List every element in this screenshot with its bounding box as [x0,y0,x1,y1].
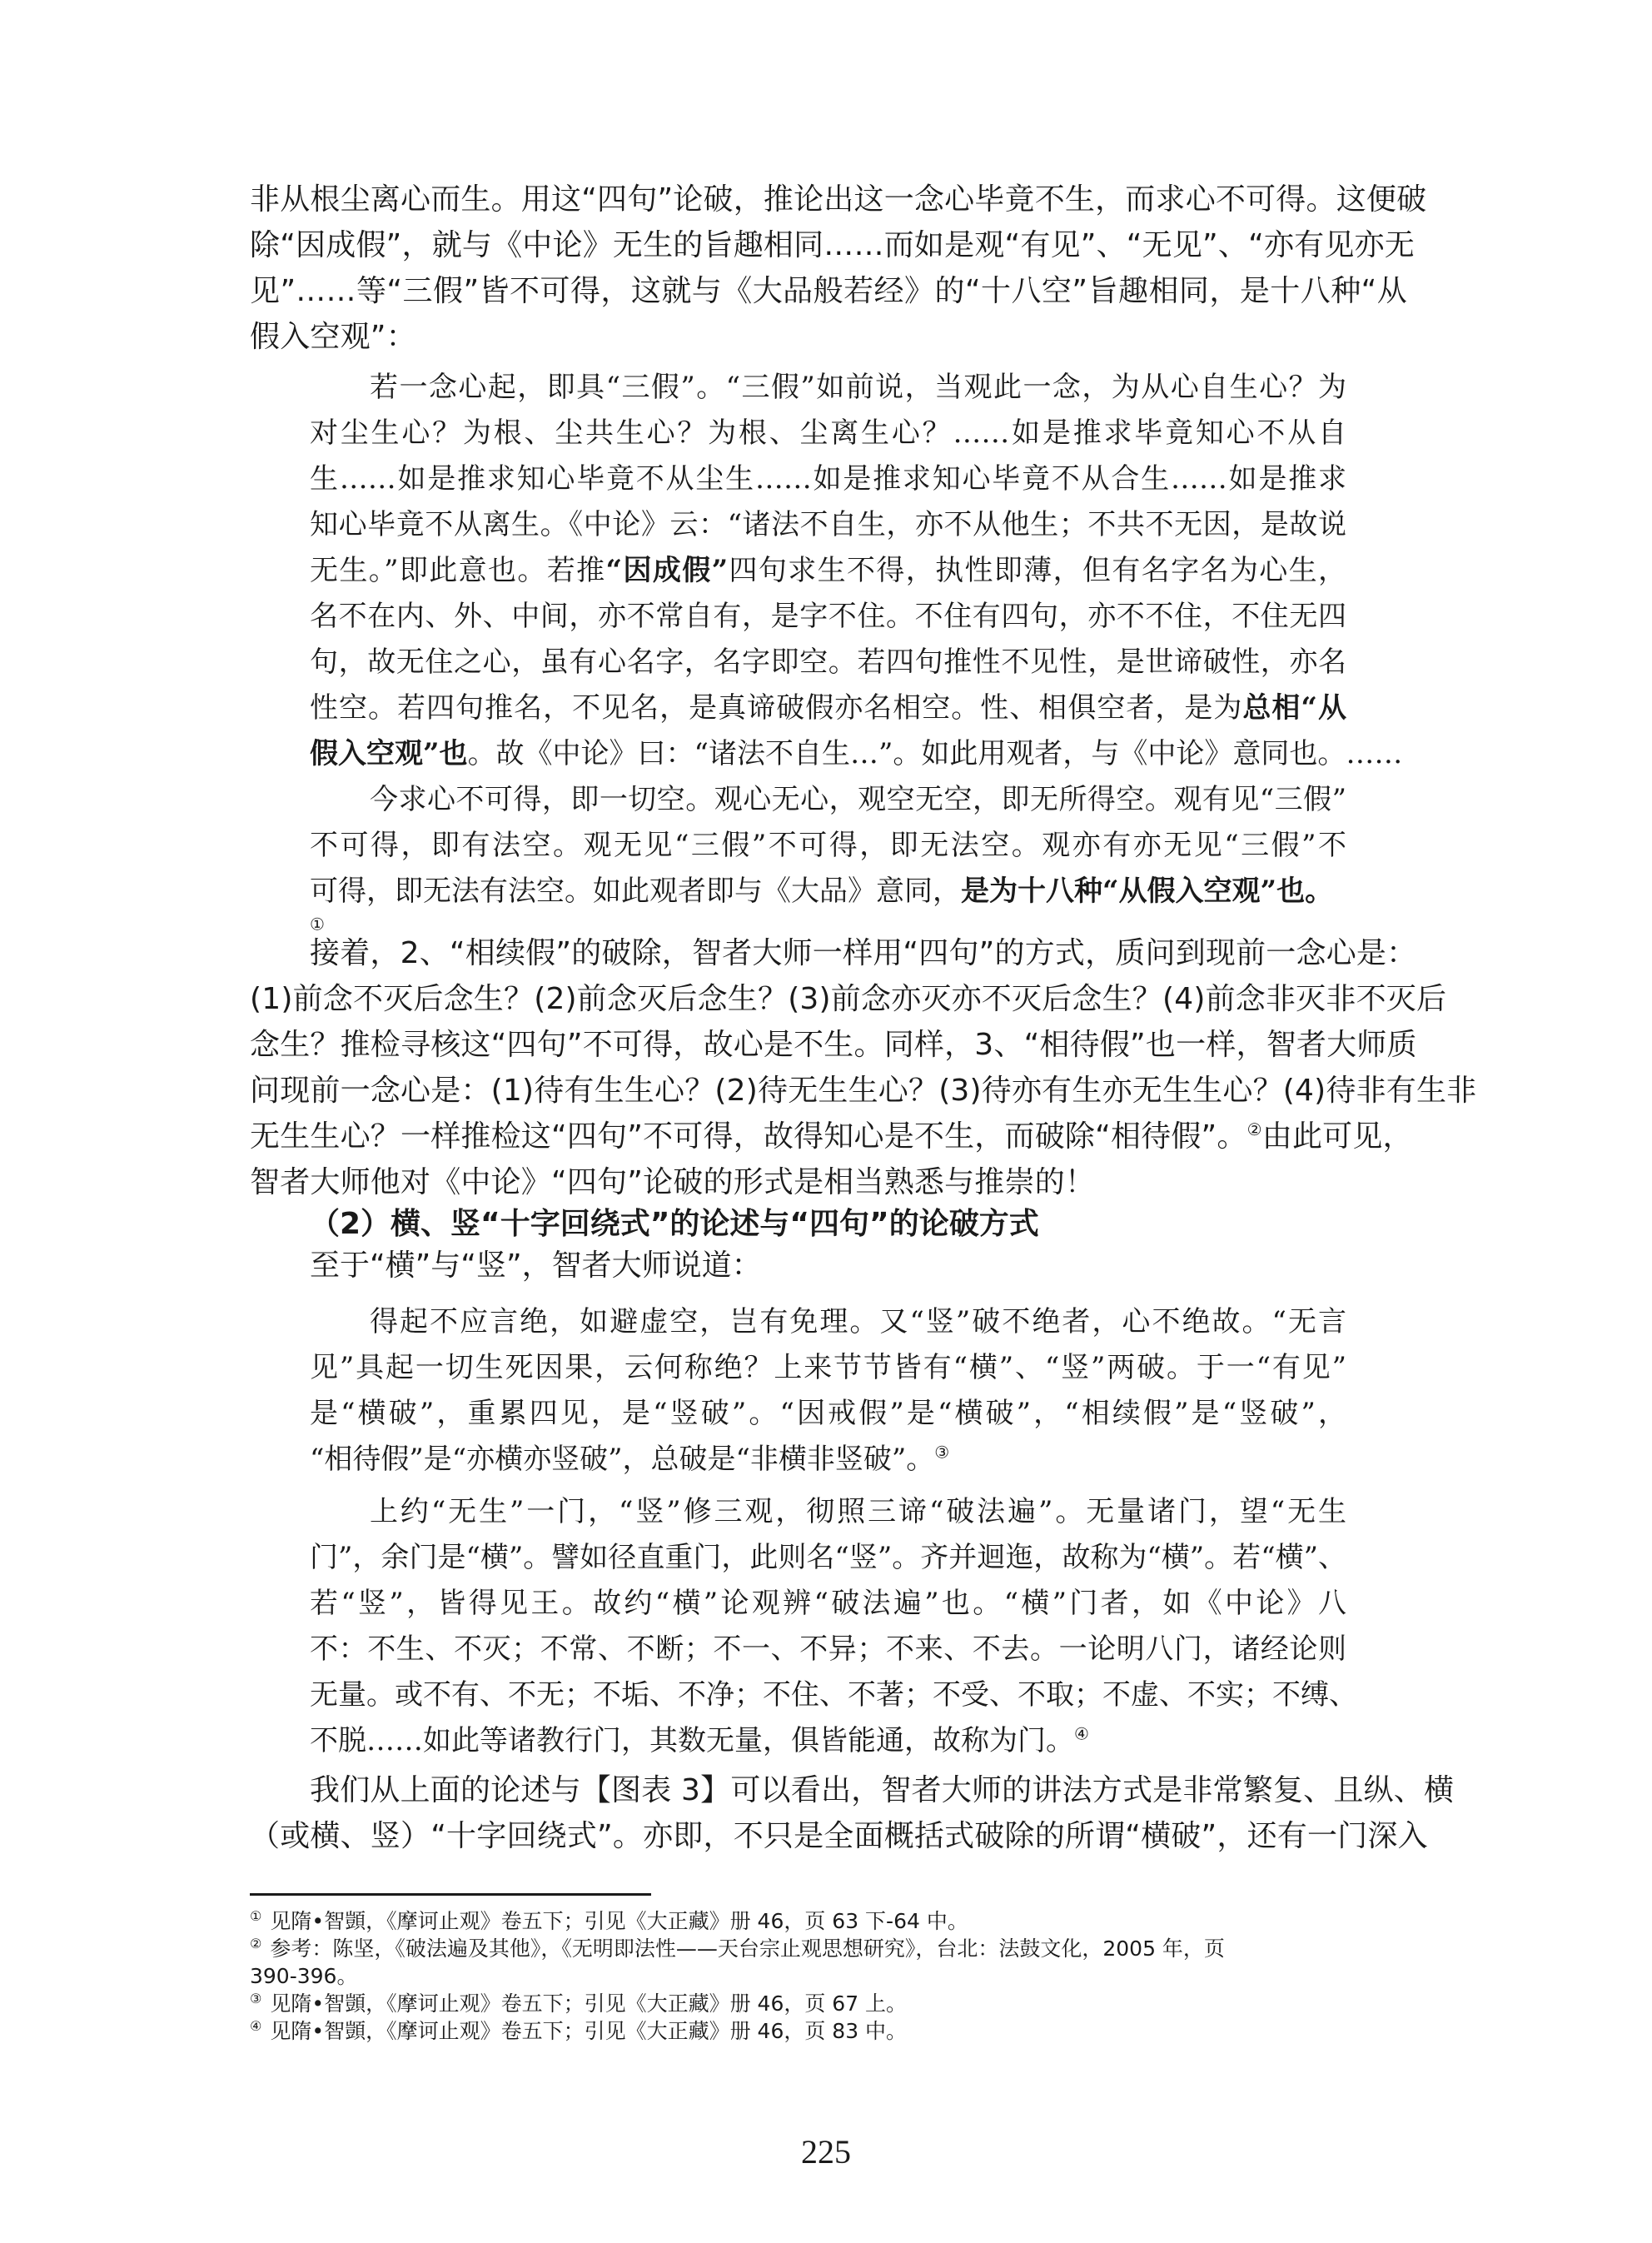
section-heading: （2）横、竖“十字回绕式”的论述与“四句”的论破方式 [310,1207,1039,1241]
footnote-ref-1[interactable]: ① [310,914,325,935]
quote-line [310,548,1346,594]
paragraph-line: (1)前念不灭后念生？(2)前念灭后念生？(3)前念亦灭亦不灭后念生？(4)前念非灭非不灭后 [250,982,1447,1016]
quote-line [310,685,1346,731]
paragraph-text: 无生生心？一样推检这“四句”不可得，故得知心是不生，而破除“相待假”。 [250,1119,1247,1154]
block-quote-3 [310,1489,1357,1764]
footnote-mark: ② [250,1935,262,1951]
quote-line: 名不在内、外、中间，亦不常自有，是字不住。不住有四句，亦不不住，不住无四 [310,600,1346,633]
quote-line [310,869,1346,915]
quote-line: 若“竖”，皆得见王。故约“横”论观辨“破法遍”也。“横”门者，如《中论》八 [310,1587,1346,1620]
quote-text: 可得，即无法有法空。如此观者即与《大品》意同， [310,875,961,908]
footnote-mark: ① [250,1907,262,1924]
quote-line [310,731,1403,777]
quote-line: 不可得，即有法空。观无见“三假”不可得，即无法空。观亦有亦无见“三假”不 [310,829,1346,862]
quote-line: 上约“无生”一门，“竖”修三观，彻照三谛“破法遍”。无量诸门，望“无生 [370,1495,1346,1528]
block-quote-1 [310,365,1403,948]
quote-text: 。故《中论》曰：“诸法不自生…”。如此用观者，与《中论》意同也。…… [467,737,1403,770]
quote-line: 不：不生、不灭；不常、不断；不一、不异；不来、不去。一论明八门，诸经论则 [310,1632,1346,1666]
block-quote-2 [310,1299,1346,1483]
footnote-2 [250,1935,1407,1962]
paragraph-1 [250,177,1427,360]
footnote-text: 参考：陈坚，《破法遍及其他》，《无明即法性——天台宗止观思想研究》，台北：法鼓文化，2005 年，页 [270,1936,1225,1961]
quote-line: 是“横破”，重累四见，是“竖破”。“因戒假”是“横破”，“相续假”是“竖破”， [310,1397,1346,1430]
page-number: 225 [801,2133,851,2171]
quote-line: 见”具起一切生死因果，云何称绝？上来节节皆有“横”、“竖”两破。于一“有见” [310,1351,1346,1384]
paragraph-line: （或横、竖）“十字回绕式”。亦即，不只是全面概括式破除的所谓“横破”，还有一门深入 [250,1819,1428,1853]
footnote-ref-4[interactable]: ④ [1074,1723,1089,1744]
footnotes [250,1907,1407,2045]
paragraph-line: 除“因成假”，就与《中论》无生的旨趣相同……而如是观“有见”、“无见”、“亦有见亦无 [250,228,1415,262]
quote-line: 若一念心起，即具“三假”。“三假”如前说，当观此一念，为从心自生心？为 [370,371,1346,404]
paragraph-line: 见”……等“三假”皆不可得，这就与《大品般若经》的“十八空”旨趣相同，是十八种“从 [250,274,1407,308]
paragraph-line: 接着，2、“相续假”的破除，智者大师一样用“四句”的方式，质问到现前一念心是： [310,936,1417,970]
paragraph-2 [250,930,1477,1205]
footnote-separator [250,1893,651,1896]
quote-line: 门”，余门是“横”。譬如径直重门，此则名“竖”。齐并迴迤，故称为“横”。若“横”、 [310,1541,1346,1574]
footnote-1 [250,1907,1407,1935]
quote-line [310,1718,1346,1764]
quote-text: 不脱……如此等诸教行门，其数无量，俱皆能通，故称为门。 [310,1724,1074,1757]
paragraph-line: 我们从上面的论述与【图表 3】可以看出，智者大师的讲法方式是非常繁复、且纵、横 [310,1773,1455,1807]
quote-line [310,1437,1346,1483]
quote-line: 生……如是推求知心毕竟不从尘生……如是推求知心毕竟不从合生……如是推求 [310,462,1346,496]
footnote-3 [250,1990,1407,2017]
footnote-4 [250,2017,1407,2045]
quote-text: 无生。”即此意也。若推 [310,554,606,587]
quote-line: 无量。或不有、不无；不垢、不净；不住、不著；不受、不取；不虚、不实；不缚、 [310,1678,1357,1712]
footnote-mark: ④ [250,2017,262,2034]
paragraph-text: 由此可见， [1261,1119,1413,1154]
paragraph-line: 非从根尘离心而生。用这“四句”论破，推论出这一念心毕竟不生，而求心不可得。这便破 [250,182,1427,217]
paragraph-line: 假入空观”： [250,320,416,354]
bold-term: 是为十八种“从假入空观”也。 [961,875,1334,908]
footnote-ref-3[interactable]: ③ [934,1442,950,1463]
footnote-text: 见隋•智顗，《摩诃止观》卷五下；引见《大正藏》册 46，页 83 中。 [270,2019,908,2043]
footnote-2-continuation: 390-396。 [250,1964,358,1988]
paragraph-3 [250,1767,1455,1859]
footnote-ref-2[interactable]: ② [1246,1119,1262,1139]
bold-term: 总相“从 [1242,691,1347,725]
intro-line: 至于“横”与“竖”，智者大师说道： [310,1249,762,1283]
paragraph-line: 问现前一念心是：(1)待有生生心？(2)待无生生心？(3)待亦有生亦无生生心？(4)待非有生非 [250,1074,1477,1108]
quote-line: 对尘生心？为根、尘共生心？为根、尘离生心？……如是推求毕竟知心不从自 [310,416,1346,450]
quote-line: 今求心不可得，即一切空。观心无心，观空无空，即无所得空。观有见“三假” [370,783,1346,816]
bold-term: “因成假” [605,554,729,587]
bold-term: 假入空观”也 [310,737,468,770]
footnote-text: 见隋•智顗，《摩诃止观》卷五下；引见《大正藏》册 46，页 67 上。 [270,1991,908,2016]
footnote-mark: ③ [250,1990,262,2006]
paragraph-line: 念生？推检寻核这“四句”不可得，故心是不生。同样，3、“相待假”也一样，智者大师质 [250,1028,1417,1062]
quote-text: “相待假”是“亦横亦竖破”，总破是“非横非竖破”。 [310,1443,935,1476]
quote-text: 四句求生不得，执性即薄，但有名字名为心生， [728,554,1347,587]
quote-line: 句，故无住之心，虽有心名字，名字即空。若四句推性不见性，是世谛破性，亦名 [310,645,1346,679]
paragraph-line [250,1114,1413,1159]
quote-line: 得起不应言绝，如避虚空，岂有免理。又“竖”破不绝者，心不绝故。“无言 [370,1305,1346,1338]
quote-text: 性空。若四句推名，不见名，是真谛破假亦名相空。性、相俱空者，是为 [310,691,1243,725]
footnote-text: 见隋•智顗，《摩诃止观》卷五下；引见《大正藏》册 46，页 63 下-64 中。 [270,1909,968,1933]
paragraph-line: 智者大师他对《中论》“四句”论破的形式是相当熟悉与推崇的！ [250,1165,1096,1199]
quote-line: 知心毕竟不从离生。《中论》云：“诸法不自生，亦不从他生；不共不无因，是故说 [310,508,1346,541]
